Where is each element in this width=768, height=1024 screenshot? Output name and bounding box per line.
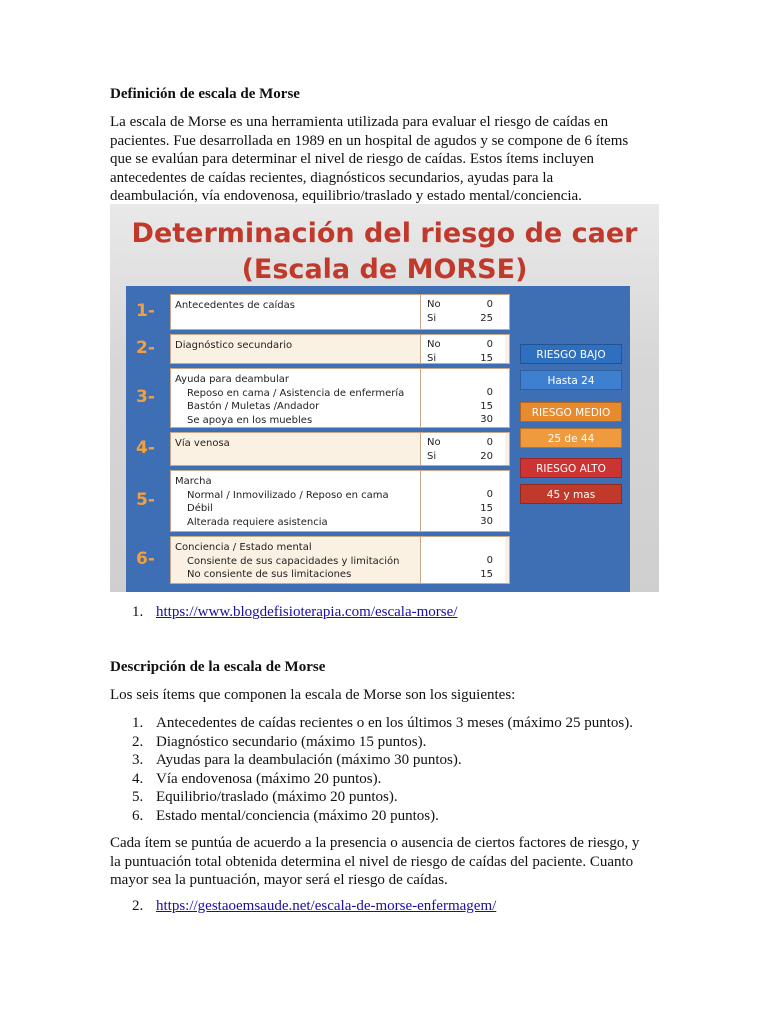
list-item (110, 733, 633, 752)
value-key: No (427, 437, 441, 448)
list-item (110, 751, 633, 770)
scale-row-sublabel: Reposo en cama / Asistencia de enfermería (187, 387, 405, 399)
paragraph-line: antecedentes de caídas recientes, diagnósticos secundarios, ayudas para la (110, 169, 554, 186)
list-item-text: Estado mental/conciencia (máximo 20 puntos). (156, 807, 439, 824)
reference-2 (110, 897, 496, 916)
scale-row-labels (175, 437, 419, 451)
section1-paragraph (110, 113, 658, 206)
scale-row-labels (175, 475, 419, 529)
list-item-number: 4. (132, 770, 144, 787)
reference-link[interactable]: https://www.blogdefisioterapia.com/escala-morse/ (156, 604, 458, 620)
scale-row-label: Diagnóstico secundario (175, 340, 293, 351)
scale-row-sublabel: Se apoya en los muebles (187, 414, 313, 426)
list-item (110, 770, 633, 789)
scale-row-label: Ayuda para deambular (175, 374, 290, 385)
section1-heading: Definición de escala de Morse (110, 86, 300, 102)
list-item (110, 714, 633, 733)
scale-row-values (420, 471, 505, 531)
value-points: 0 (486, 339, 493, 350)
scale-row (170, 294, 510, 330)
paragraph-line: pacientes. Fue desarrollada en 1989 en un hospital de agudos y se compone de 6 ítems (110, 132, 629, 149)
reference-number: 1. (132, 604, 144, 620)
scale-row-values (420, 335, 505, 363)
value-points: 15 (480, 568, 493, 580)
scale-row-values (420, 537, 505, 583)
figure-title-line2: (Escala de MORSE) (241, 254, 528, 285)
scale-row-labels (175, 299, 419, 313)
risk-level-box: Hasta 24 (520, 370, 622, 390)
item-number: 3- (136, 387, 155, 407)
list-item-text: Vía endovenosa (máximo 20 puntos). (156, 770, 382, 787)
value-points: 0 (486, 437, 493, 448)
list-item (110, 788, 633, 807)
scale-row (170, 432, 510, 466)
risk-level-box: RIESGO ALTO (520, 458, 622, 478)
scale-row-labels (175, 541, 419, 582)
item-number: 2- (136, 338, 155, 358)
scale-row-labels (175, 373, 419, 427)
list-item-number: 1. (132, 715, 144, 731)
list-item-text: Diagnóstico secundario (máximo 15 puntos). (156, 733, 427, 750)
value-key: No (427, 339, 441, 350)
value-points: 0 (486, 387, 493, 398)
scale-row-values (420, 295, 505, 329)
paragraph-line: mayor sea la puntuación, mayor será el riesgo de caídas. (110, 872, 448, 888)
item-number: 1- (136, 301, 155, 321)
list-item-number: 5. (132, 789, 144, 805)
paragraph-line: Cada ítem se puntúa de acuerdo a la presencia o ausencia de ciertos factores de riesgo, y (110, 835, 640, 851)
scale-row-sublabel: Alterada requiere asistencia (187, 516, 328, 528)
scale-row (170, 368, 510, 428)
reference-link[interactable]: https://gestaoemsaude.net/escala-de-morse-enfermagem/ (156, 898, 497, 914)
scale-row-values (420, 433, 505, 465)
scale-row-sublabel: Débil (187, 503, 213, 514)
figure-title-line1: Determinación del riesgo de caer (131, 218, 638, 249)
value-points: 0 (486, 489, 493, 500)
value-key: Si (427, 312, 437, 324)
morse-scale-figure (110, 204, 659, 592)
scale-row (170, 470, 510, 532)
section2-intro: Los seis ítems que componen la escala de Morse son los siguientes: (110, 687, 516, 703)
value-points: 15 (480, 502, 493, 514)
value-points: 15 (480, 352, 493, 364)
list-item-number: 6. (132, 807, 144, 824)
risk-level-box: RIESGO BAJO (520, 344, 622, 364)
value-points: 30 (480, 516, 493, 527)
risk-level-box: 25 de 44 (520, 428, 622, 448)
list-item-text: Antecedentes de caídas recientes o en los últimos 3 meses (máximo 25 puntos). (156, 715, 633, 731)
value-key: No (427, 299, 441, 310)
scale-row-label: Antecedentes de caídas (175, 300, 295, 311)
value-points: 0 (486, 555, 493, 566)
scale-row-values (420, 369, 505, 427)
value-points: 25 (480, 312, 493, 324)
scale-row-sublabel: Consiente de sus capacidades y limitación (187, 555, 400, 567)
item-number: 5- (136, 490, 155, 510)
reference-1 (110, 603, 457, 622)
risk-level-box: RIESGO MEDIO (520, 402, 622, 422)
list-item (110, 807, 633, 826)
scale-row-labels (175, 339, 419, 353)
reference-number: 2. (132, 898, 144, 914)
items-list (110, 714, 633, 825)
item-number: 6- (136, 549, 155, 569)
value-points: 30 (480, 414, 493, 425)
scale-row-sublabel: No consiente de sus limitaciones (187, 569, 352, 580)
scale-row (170, 334, 510, 364)
risk-level-box: 45 y mas (520, 484, 622, 504)
paragraph-line: deambulación, vía endovenosa, equilibrio/traslado y estado mental/conciencia. (110, 188, 582, 204)
section2-paragraph (110, 834, 658, 890)
paragraph-line: la puntuación total obtenida determina el nivel de riesgo de caídas del paciente. Cuanto (110, 853, 634, 870)
list-item-text: Ayudas para la deambulación (máximo 30 puntos). (156, 752, 462, 768)
value-key: Si (427, 352, 437, 364)
value-points: 20 (480, 450, 493, 462)
scale-row-label: Vía venosa (175, 438, 230, 449)
section2-heading: Descripción de la escala de Morse (110, 659, 326, 675)
figure-panel (126, 286, 630, 592)
list-item-number: 2. (132, 733, 144, 750)
list-item-number: 3. (132, 752, 144, 768)
scale-row-label: Conciencia / Estado mental (175, 542, 312, 553)
value-key: Si (427, 450, 437, 462)
paragraph-line: La escala de Morse es una herramienta utilizada para evaluar el riesgo de caídas en (110, 114, 609, 130)
scale-row-label: Marcha (175, 476, 212, 487)
scale-row (170, 536, 510, 584)
list-item-text: Equilibrio/traslado (máximo 20 puntos). (156, 789, 398, 805)
paragraph-line: que se evalúan para determinar el nivel de riesgo de caídas. Estos ítems incluyen (110, 151, 594, 167)
value-points: 15 (480, 400, 493, 412)
scale-row-sublabel: Bastón / Muletas /Andador (187, 401, 320, 412)
value-points: 0 (486, 299, 493, 310)
item-number: 4- (136, 438, 155, 458)
scale-row-sublabel: Normal / Inmovilizado / Reposo en cama (187, 489, 389, 501)
